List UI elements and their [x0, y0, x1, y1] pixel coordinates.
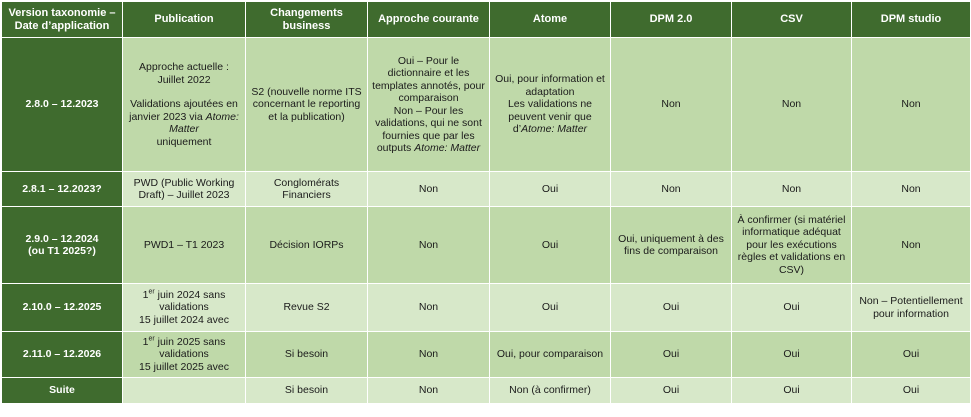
- dpm-cell: Oui, uniquement à des fins de comparaison: [611, 207, 732, 284]
- table-row: [2, 207, 971, 284]
- studio-cell: Non – Potentiellement pour information: [852, 284, 971, 332]
- header-atome: Atome: [490, 2, 611, 38]
- atome-italic: Atome: Matter: [521, 123, 588, 136]
- dpm-cell: Non: [611, 172, 732, 207]
- table-row: [2, 172, 971, 207]
- publication-cell: [123, 38, 246, 172]
- approche-cell: Non: [368, 172, 490, 207]
- header-business: Changements business: [246, 2, 368, 38]
- header-row: [2, 2, 971, 38]
- approche-cell: Non: [368, 332, 490, 378]
- publication-line: uniquement: [156, 135, 212, 148]
- publication-cell: PWD1 – T1 2023: [123, 207, 246, 284]
- publication-line: Approche actuelle :: [139, 61, 229, 73]
- table-row: [2, 378, 971, 404]
- business-cell: S2 (nouvelle norme ITS concernant le reporting et la publication): [246, 38, 368, 172]
- csv-cell: Oui: [732, 284, 852, 332]
- studio-cell: Non: [852, 38, 971, 172]
- dpm-cell: Non: [611, 38, 732, 172]
- version-line: 2.9.0 – 12.2024: [25, 232, 99, 245]
- publication-line: 15 juillet 2024 avec: [139, 313, 229, 326]
- dpm-cell: Oui: [611, 284, 732, 332]
- atome-cell: Oui, pour comparaison: [490, 332, 611, 378]
- csv-cell: Non: [732, 38, 852, 172]
- business-cell: Revue S2: [246, 284, 368, 332]
- publication-line: Juillet 2022: [157, 73, 211, 86]
- publication-cell: [123, 378, 246, 404]
- table-row: [2, 284, 971, 332]
- version-cell: 2.10.0 – 12.2025: [2, 284, 123, 332]
- business-cell: Si besoin: [246, 378, 368, 404]
- publication-line: Validations ajoutées en janvier 2023 via Atome: Matter: [129, 98, 239, 135]
- business-cell: Si besoin: [246, 332, 368, 378]
- ordinal-superscript: er: [148, 288, 155, 296]
- business-cell: Décision IORPs: [246, 207, 368, 284]
- approche-line: Oui – Pour le dictionnaire et les templates annotés, pour comparaison: [372, 54, 485, 104]
- atome-cell: Non (à confirmer): [490, 378, 611, 404]
- version-cell: Suite: [2, 378, 123, 404]
- atome-line: Oui, pour information et adaptation: [495, 73, 605, 98]
- csv-cell: Oui: [732, 332, 852, 378]
- publication-line: 1er juin 2024 sans validations: [142, 288, 226, 314]
- publication-italic: Atome: Matter: [169, 110, 239, 135]
- version-line: (ou T1 2025?): [28, 245, 96, 257]
- dpm-cell: Oui: [611, 332, 732, 378]
- version-cell: 2.8.1 – 12.2023?: [2, 172, 123, 207]
- studio-cell: Non: [852, 172, 971, 207]
- dpm-cell: Oui: [611, 378, 732, 404]
- header-version: Version taxonomie – Date d’application: [2, 2, 123, 38]
- version-cell: 2.11.0 – 12.2026: [2, 332, 123, 378]
- header-csv: CSV: [732, 2, 852, 38]
- publication-line: 1er juin 2025 sans validations: [142, 335, 226, 361]
- approche-italic: Atome: Matter: [414, 142, 481, 154]
- publication-cell: PWD (Public Working Draft) – Juillet 2023: [123, 172, 246, 207]
- atome-cell: Oui: [490, 172, 611, 207]
- approche-cell: [368, 38, 490, 172]
- csv-cell: Non: [732, 172, 852, 207]
- studio-cell: Oui: [852, 332, 971, 378]
- header-dpm: DPM 2.0: [611, 2, 732, 38]
- studio-cell: Oui: [852, 378, 971, 404]
- taxonomy-table: [1, 1, 971, 404]
- version-cell: 2.8.0 – 12.2023: [2, 38, 123, 172]
- atome-cell: [490, 38, 611, 172]
- header-studio: DPM studio: [852, 2, 971, 38]
- csv-cell: Oui: [732, 378, 852, 404]
- approche-line: Non – Pour les validations, qui ne sont fournies que par les outputs Atome: Matter: [375, 104, 482, 154]
- atome-cell: Oui: [490, 284, 611, 332]
- publication-cell: [123, 332, 246, 378]
- approche-cell: Non: [368, 284, 490, 332]
- csv-cell: À confirmer (si matériel informatique adéquat pour les exécutions règles et validations en CSV): [732, 207, 852, 284]
- header-publication: Publication: [123, 2, 246, 38]
- ordinal-superscript: er: [148, 335, 155, 343]
- atome-cell: Oui: [490, 207, 611, 284]
- studio-cell: Non: [852, 207, 971, 284]
- publication-cell: [123, 284, 246, 332]
- table-row: [2, 38, 971, 172]
- version-cell: [2, 207, 123, 284]
- approche-cell: Non: [368, 378, 490, 404]
- approche-cell: Non: [368, 207, 490, 284]
- business-cell: Conglomérats Financiers: [246, 172, 368, 207]
- table-row: [2, 332, 971, 378]
- header-approche: Approche courante: [368, 2, 490, 38]
- atome-line: Les validations ne peuvent venir que d’Atome: Matter: [507, 98, 593, 136]
- publication-line: 15 juillet 2025 avec: [139, 360, 229, 373]
